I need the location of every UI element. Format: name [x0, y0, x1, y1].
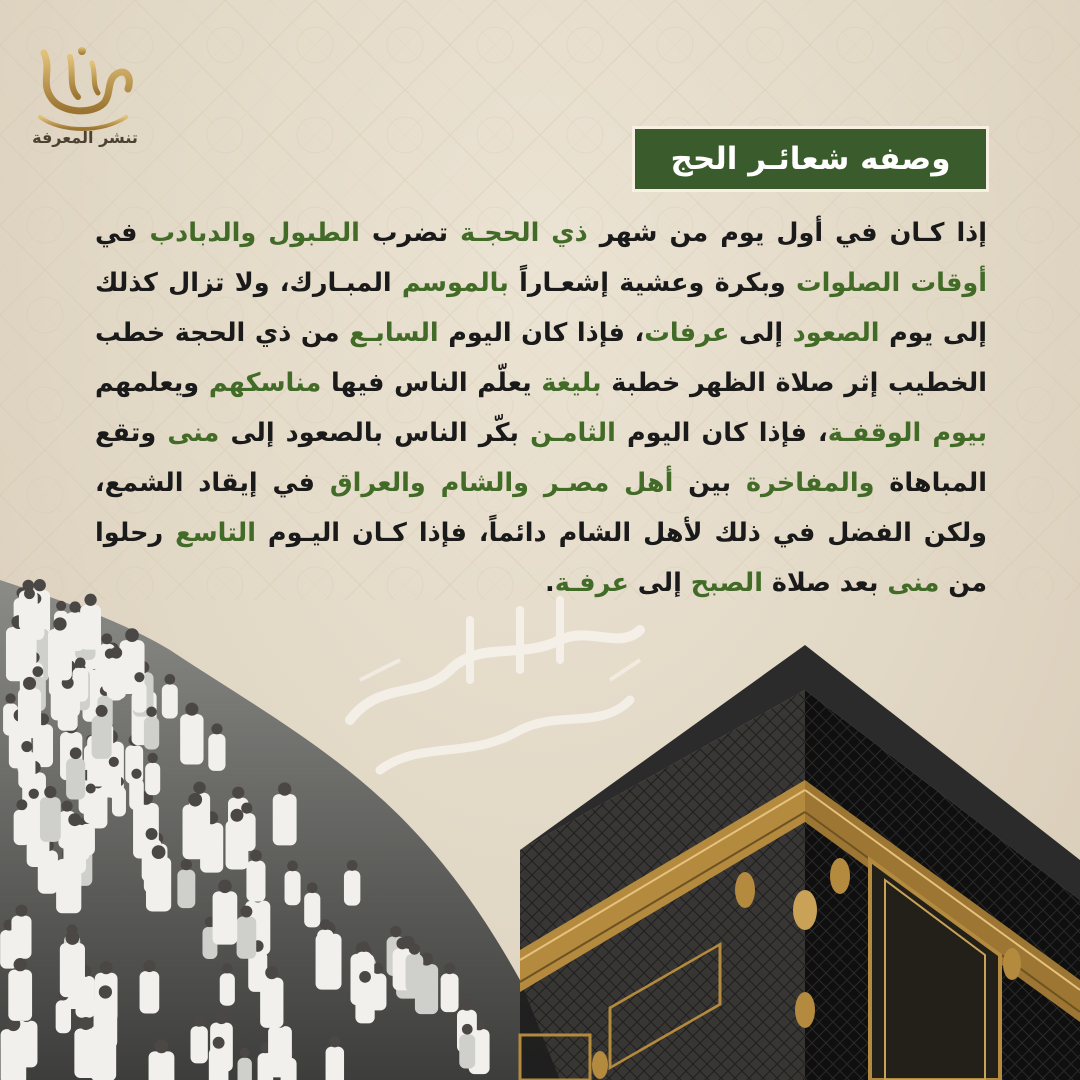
highlighted-phrase: منى — [887, 568, 940, 598]
title-banner — [632, 126, 989, 192]
text-run: في إيقاد الشمع، ولكن الفضل في ذلك لأهل الشام دائماً، فإذا كـان اليـوم — [95, 468, 987, 548]
text-run: . — [545, 568, 555, 598]
text-run: بكّر الناس بالصعود إلى — [219, 418, 531, 448]
highlighted-phrase: عرفـة — [554, 568, 629, 598]
highlighted-phrase: ذي الحجـة — [460, 218, 588, 248]
highlighted-phrase: السابـع — [349, 318, 439, 348]
text-run: إلى — [729, 318, 793, 348]
highlighted-phrase: بليغة — [541, 368, 602, 398]
text-run: ، فإذا كان اليوم — [438, 318, 645, 348]
pilgrimage-scene — [0, 560, 1080, 1080]
highlighted-phrase: عرفات — [644, 318, 730, 348]
highlighted-phrase: والمفاخرة — [745, 468, 875, 498]
kaaba — [520, 645, 1080, 1080]
article-paragraph — [95, 208, 987, 608]
text-run: ويعلمهم — [95, 368, 209, 398]
text-run: إلى — [628, 568, 691, 598]
pilgrim-figure — [238, 1048, 252, 1080]
highlighted-phrase: الثامـن — [530, 418, 616, 448]
page-title: وصفه شعائـر الحج — [670, 141, 951, 177]
text-run: رحلوا من — [95, 518, 987, 598]
highlighted-phrase: بالموسم — [401, 268, 509, 298]
highlighted-phrase: بيوم الوقفـة — [827, 418, 988, 448]
text-run: ، فإذا كان اليوم — [615, 418, 828, 448]
text-run: وبكرة وعشية إشعـاراً — [508, 268, 797, 298]
highlighted-phrase: التاسع — [175, 518, 256, 548]
highlighted-phrase: أوقات الصلوات — [796, 268, 987, 298]
text-run: بعد صلاة — [762, 568, 888, 598]
text-run: يعلّم الناس فيها — [321, 368, 542, 398]
calligraphy-decoration — [350, 600, 640, 770]
highlighted-phrase: الصعود — [792, 318, 880, 348]
text-run: المبـارك، ولا تزال كذلك إلى يوم — [95, 268, 988, 348]
text-run: بين — [673, 468, 746, 498]
highlighted-phrase: الطبول والدبادب — [149, 218, 360, 248]
highlighted-phrase: مناسكهم — [208, 368, 322, 398]
highlighted-phrase: منى — [167, 418, 220, 448]
text-run: من ذي الحجة خطب الخطيب إثر صلاة الظهر خطبة — [95, 318, 987, 398]
logo-caption: تنشر المعرفة — [32, 128, 138, 147]
text-run: إذا كـان في أول يوم من شهر — [587, 218, 988, 248]
highlighted-phrase: الصبح — [690, 568, 763, 598]
text-run: وتقع المباهاة — [95, 418, 987, 498]
highlighted-phrase: أهل مصـر والشام والعراق — [329, 468, 674, 498]
pilgrim-figure — [80, 594, 101, 650]
text-run: تضرب — [359, 218, 461, 248]
text-run: في — [95, 218, 150, 248]
